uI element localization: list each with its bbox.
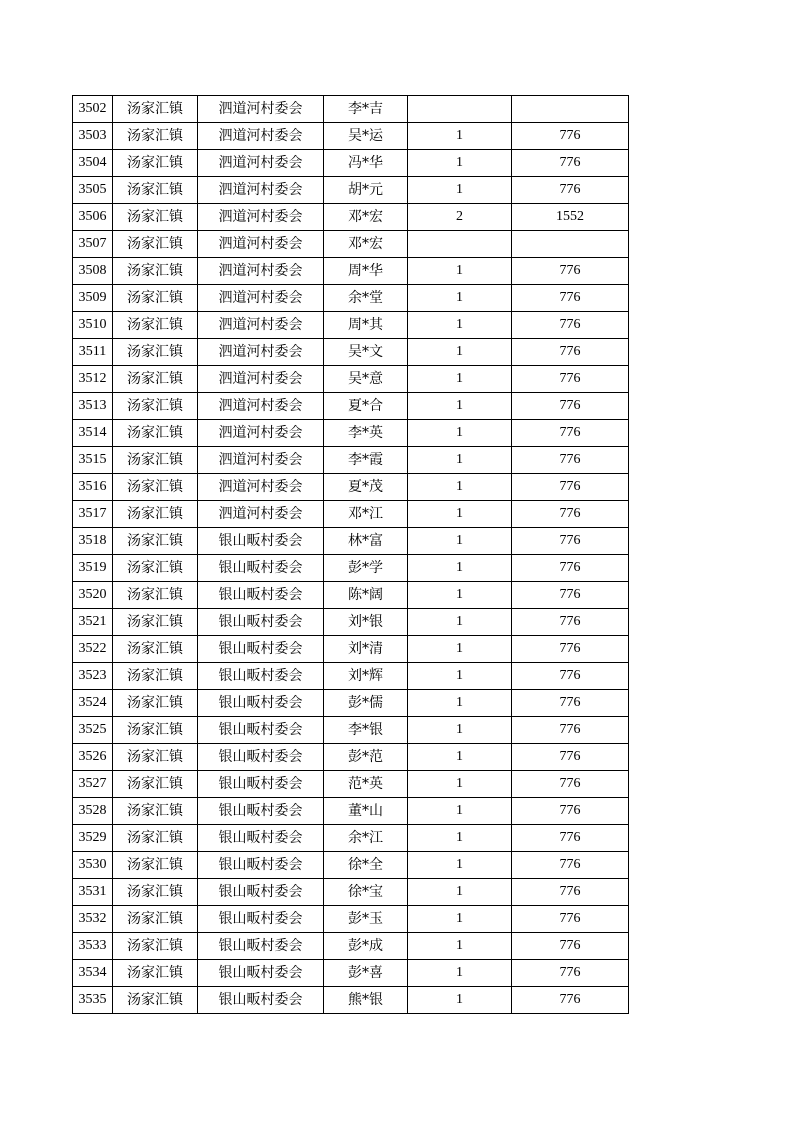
row-number-cell: 3507 [73, 231, 113, 258]
count-cell: 1 [408, 771, 512, 798]
name-cell: 周*其 [324, 312, 408, 339]
amount-cell: 776 [512, 420, 629, 447]
village-cell: 泗道河村委会 [198, 312, 324, 339]
amount-cell: 776 [512, 582, 629, 609]
amount-cell: 776 [512, 825, 629, 852]
town-cell: 汤家汇镇 [113, 474, 198, 501]
table-row [73, 555, 629, 582]
town-cell: 汤家汇镇 [113, 555, 198, 582]
table-row [73, 96, 629, 123]
town-cell: 汤家汇镇 [113, 879, 198, 906]
town-cell: 汤家汇镇 [113, 447, 198, 474]
name-cell: 吴*文 [324, 339, 408, 366]
count-cell: 1 [408, 717, 512, 744]
count-cell: 1 [408, 906, 512, 933]
town-cell: 汤家汇镇 [113, 852, 198, 879]
row-number-cell: 3535 [73, 987, 113, 1014]
table-row [73, 879, 629, 906]
amount-cell: 776 [512, 690, 629, 717]
row-number-cell: 3503 [73, 123, 113, 150]
amount-cell: 776 [512, 744, 629, 771]
row-number-cell: 3522 [73, 636, 113, 663]
town-cell: 汤家汇镇 [113, 231, 198, 258]
table-row [73, 150, 629, 177]
row-number-cell: 3513 [73, 393, 113, 420]
row-number-cell: 3532 [73, 906, 113, 933]
count-cell: 1 [408, 798, 512, 825]
name-cell: 刘*银 [324, 609, 408, 636]
town-cell: 汤家汇镇 [113, 393, 198, 420]
name-cell: 徐*宝 [324, 879, 408, 906]
town-cell: 汤家汇镇 [113, 258, 198, 285]
town-cell: 汤家汇镇 [113, 501, 198, 528]
town-cell: 汤家汇镇 [113, 339, 198, 366]
count-cell: 1 [408, 474, 512, 501]
table-row [73, 609, 629, 636]
amount-cell: 776 [512, 906, 629, 933]
amount-cell: 776 [512, 447, 629, 474]
name-cell: 邓*宏 [324, 204, 408, 231]
village-cell: 泗道河村委会 [198, 393, 324, 420]
village-cell: 泗道河村委会 [198, 366, 324, 393]
table-row [73, 204, 629, 231]
count-cell: 1 [408, 312, 512, 339]
amount-cell: 776 [512, 339, 629, 366]
amount-cell: 776 [512, 177, 629, 204]
table-row [73, 285, 629, 312]
name-cell: 董*山 [324, 798, 408, 825]
count-cell: 1 [408, 420, 512, 447]
table-row [73, 771, 629, 798]
table-row [73, 312, 629, 339]
town-cell: 汤家汇镇 [113, 609, 198, 636]
amount-cell: 776 [512, 852, 629, 879]
row-number-cell: 3531 [73, 879, 113, 906]
town-cell: 汤家汇镇 [113, 96, 198, 123]
data-table [72, 95, 629, 1014]
village-cell: 银山畈村委会 [198, 690, 324, 717]
row-number-cell: 3516 [73, 474, 113, 501]
row-number-cell: 3510 [73, 312, 113, 339]
row-number-cell: 3502 [73, 96, 113, 123]
town-cell: 汤家汇镇 [113, 717, 198, 744]
name-cell: 邓*宏 [324, 231, 408, 258]
amount-cell: 776 [512, 798, 629, 825]
count-cell: 1 [408, 636, 512, 663]
town-cell: 汤家汇镇 [113, 582, 198, 609]
row-number-cell: 3511 [73, 339, 113, 366]
count-cell: 1 [408, 852, 512, 879]
table-row [73, 420, 629, 447]
count-cell: 1 [408, 339, 512, 366]
name-cell: 邓*江 [324, 501, 408, 528]
row-number-cell: 3517 [73, 501, 113, 528]
amount-cell: 776 [512, 474, 629, 501]
village-cell: 银山畈村委会 [198, 663, 324, 690]
table-row [73, 825, 629, 852]
row-number-cell: 3504 [73, 150, 113, 177]
town-cell: 汤家汇镇 [113, 312, 198, 339]
town-cell: 汤家汇镇 [113, 285, 198, 312]
table-row [73, 447, 629, 474]
table-row [73, 960, 629, 987]
amount-cell: 776 [512, 285, 629, 312]
row-number-cell: 3509 [73, 285, 113, 312]
amount-cell: 776 [512, 393, 629, 420]
count-cell: 1 [408, 987, 512, 1014]
amount-cell: 776 [512, 663, 629, 690]
row-number-cell: 3529 [73, 825, 113, 852]
count-cell: 1 [408, 501, 512, 528]
village-cell: 泗道河村委会 [198, 258, 324, 285]
town-cell: 汤家汇镇 [113, 987, 198, 1014]
town-cell: 汤家汇镇 [113, 636, 198, 663]
village-cell: 银山畈村委会 [198, 879, 324, 906]
table-row [73, 501, 629, 528]
row-number-cell: 3520 [73, 582, 113, 609]
name-cell: 陈*阔 [324, 582, 408, 609]
name-cell: 吴*意 [324, 366, 408, 393]
row-number-cell: 3533 [73, 933, 113, 960]
town-cell: 汤家汇镇 [113, 123, 198, 150]
village-cell: 银山畈村委会 [198, 906, 324, 933]
row-number-cell: 3530 [73, 852, 113, 879]
count-cell: 1 [408, 960, 512, 987]
count-cell: 1 [408, 177, 512, 204]
name-cell: 李*吉 [324, 96, 408, 123]
name-cell: 李*英 [324, 420, 408, 447]
table-row [73, 798, 629, 825]
name-cell: 李*银 [324, 717, 408, 744]
amount-cell: 776 [512, 879, 629, 906]
amount-cell: 776 [512, 258, 629, 285]
name-cell: 周*华 [324, 258, 408, 285]
village-cell: 泗道河村委会 [198, 285, 324, 312]
count-cell: 1 [408, 555, 512, 582]
name-cell: 李*霞 [324, 447, 408, 474]
name-cell: 冯*华 [324, 150, 408, 177]
village-cell: 银山畈村委会 [198, 798, 324, 825]
amount-cell: 776 [512, 987, 629, 1014]
table-row [73, 231, 629, 258]
village-cell: 银山畈村委会 [198, 933, 324, 960]
village-cell: 银山畈村委会 [198, 555, 324, 582]
table-row [73, 717, 629, 744]
name-cell: 林*富 [324, 528, 408, 555]
town-cell: 汤家汇镇 [113, 771, 198, 798]
count-cell: 1 [408, 879, 512, 906]
row-number-cell: 3528 [73, 798, 113, 825]
table-row [73, 339, 629, 366]
row-number-cell: 3526 [73, 744, 113, 771]
village-cell: 泗道河村委会 [198, 474, 324, 501]
town-cell: 汤家汇镇 [113, 906, 198, 933]
village-cell: 泗道河村委会 [198, 204, 324, 231]
village-cell: 银山畈村委会 [198, 825, 324, 852]
name-cell: 夏*茂 [324, 474, 408, 501]
table-row [73, 366, 629, 393]
table-row [73, 906, 629, 933]
name-cell: 彭*儒 [324, 690, 408, 717]
town-cell: 汤家汇镇 [113, 366, 198, 393]
village-cell: 银山畈村委会 [198, 636, 324, 663]
row-number-cell: 3508 [73, 258, 113, 285]
count-cell: 1 [408, 582, 512, 609]
name-cell: 彭*学 [324, 555, 408, 582]
table-row [73, 690, 629, 717]
town-cell: 汤家汇镇 [113, 528, 198, 555]
row-number-cell: 3515 [73, 447, 113, 474]
village-cell: 泗道河村委会 [198, 501, 324, 528]
table-row [73, 123, 629, 150]
amount-cell: 776 [512, 312, 629, 339]
name-cell: 熊*银 [324, 987, 408, 1014]
amount-cell: 776 [512, 609, 629, 636]
name-cell: 刘*清 [324, 636, 408, 663]
row-number-cell: 3512 [73, 366, 113, 393]
row-number-cell: 3524 [73, 690, 113, 717]
count-cell: 1 [408, 690, 512, 717]
village-cell: 银山畈村委会 [198, 609, 324, 636]
amount-cell: 776 [512, 366, 629, 393]
name-cell: 胡*元 [324, 177, 408, 204]
name-cell: 彭*成 [324, 933, 408, 960]
row-number-cell: 3527 [73, 771, 113, 798]
name-cell: 彭*范 [324, 744, 408, 771]
count-cell: 1 [408, 393, 512, 420]
village-cell: 银山畈村委会 [198, 582, 324, 609]
table-row [73, 933, 629, 960]
village-cell: 泗道河村委会 [198, 420, 324, 447]
town-cell: 汤家汇镇 [113, 690, 198, 717]
name-cell: 余*江 [324, 825, 408, 852]
table-row [73, 474, 629, 501]
amount-cell: 776 [512, 123, 629, 150]
name-cell: 彭*喜 [324, 960, 408, 987]
row-number-cell: 3534 [73, 960, 113, 987]
count-cell: 1 [408, 285, 512, 312]
town-cell: 汤家汇镇 [113, 933, 198, 960]
village-cell: 银山畈村委会 [198, 771, 324, 798]
row-number-cell: 3521 [73, 609, 113, 636]
village-cell: 泗道河村委会 [198, 150, 324, 177]
count-cell [408, 231, 512, 258]
amount-cell [512, 96, 629, 123]
name-cell: 余*堂 [324, 285, 408, 312]
table-row [73, 636, 629, 663]
table-row [73, 393, 629, 420]
name-cell: 彭*玉 [324, 906, 408, 933]
count-cell: 1 [408, 663, 512, 690]
table-row [73, 852, 629, 879]
count-cell: 1 [408, 528, 512, 555]
amount-cell: 776 [512, 717, 629, 744]
row-number-cell: 3506 [73, 204, 113, 231]
name-cell: 徐*全 [324, 852, 408, 879]
count-cell: 1 [408, 366, 512, 393]
table-row [73, 258, 629, 285]
amount-cell: 776 [512, 555, 629, 582]
name-cell: 夏*合 [324, 393, 408, 420]
row-number-cell: 3519 [73, 555, 113, 582]
amount-cell: 776 [512, 960, 629, 987]
row-number-cell: 3525 [73, 717, 113, 744]
village-cell: 银山畈村委会 [198, 528, 324, 555]
amount-cell [512, 231, 629, 258]
name-cell: 吴*运 [324, 123, 408, 150]
amount-cell: 1552 [512, 204, 629, 231]
town-cell: 汤家汇镇 [113, 420, 198, 447]
town-cell: 汤家汇镇 [113, 960, 198, 987]
town-cell: 汤家汇镇 [113, 744, 198, 771]
table-row [73, 744, 629, 771]
table-row [73, 582, 629, 609]
town-cell: 汤家汇镇 [113, 825, 198, 852]
village-cell: 银山畈村委会 [198, 987, 324, 1014]
village-cell: 银山畈村委会 [198, 960, 324, 987]
town-cell: 汤家汇镇 [113, 150, 198, 177]
table-row [73, 663, 629, 690]
count-cell: 1 [408, 258, 512, 285]
village-cell: 泗道河村委会 [198, 177, 324, 204]
amount-cell: 776 [512, 501, 629, 528]
count-cell [408, 96, 512, 123]
row-number-cell: 3505 [73, 177, 113, 204]
count-cell: 1 [408, 825, 512, 852]
row-number-cell: 3518 [73, 528, 113, 555]
town-cell: 汤家汇镇 [113, 177, 198, 204]
amount-cell: 776 [512, 933, 629, 960]
village-cell: 银山畈村委会 [198, 852, 324, 879]
town-cell: 汤家汇镇 [113, 798, 198, 825]
village-cell: 泗道河村委会 [198, 339, 324, 366]
village-cell: 银山畈村委会 [198, 744, 324, 771]
count-cell: 1 [408, 447, 512, 474]
town-cell: 汤家汇镇 [113, 663, 198, 690]
table-row [73, 528, 629, 555]
count-cell: 1 [408, 933, 512, 960]
village-cell: 泗道河村委会 [198, 231, 324, 258]
amount-cell: 776 [512, 636, 629, 663]
name-cell: 范*英 [324, 771, 408, 798]
village-cell: 银山畈村委会 [198, 717, 324, 744]
count-cell: 1 [408, 150, 512, 177]
count-cell: 1 [408, 744, 512, 771]
town-cell: 汤家汇镇 [113, 204, 198, 231]
table-row [73, 987, 629, 1014]
table-body [73, 96, 629, 1014]
amount-cell: 776 [512, 771, 629, 798]
name-cell: 刘*辉 [324, 663, 408, 690]
count-cell: 1 [408, 609, 512, 636]
village-cell: 泗道河村委会 [198, 123, 324, 150]
count-cell: 2 [408, 204, 512, 231]
village-cell: 泗道河村委会 [198, 96, 324, 123]
table-row [73, 177, 629, 204]
amount-cell: 776 [512, 528, 629, 555]
amount-cell: 776 [512, 150, 629, 177]
row-number-cell: 3514 [73, 420, 113, 447]
village-cell: 泗道河村委会 [198, 447, 324, 474]
row-number-cell: 3523 [73, 663, 113, 690]
count-cell: 1 [408, 123, 512, 150]
